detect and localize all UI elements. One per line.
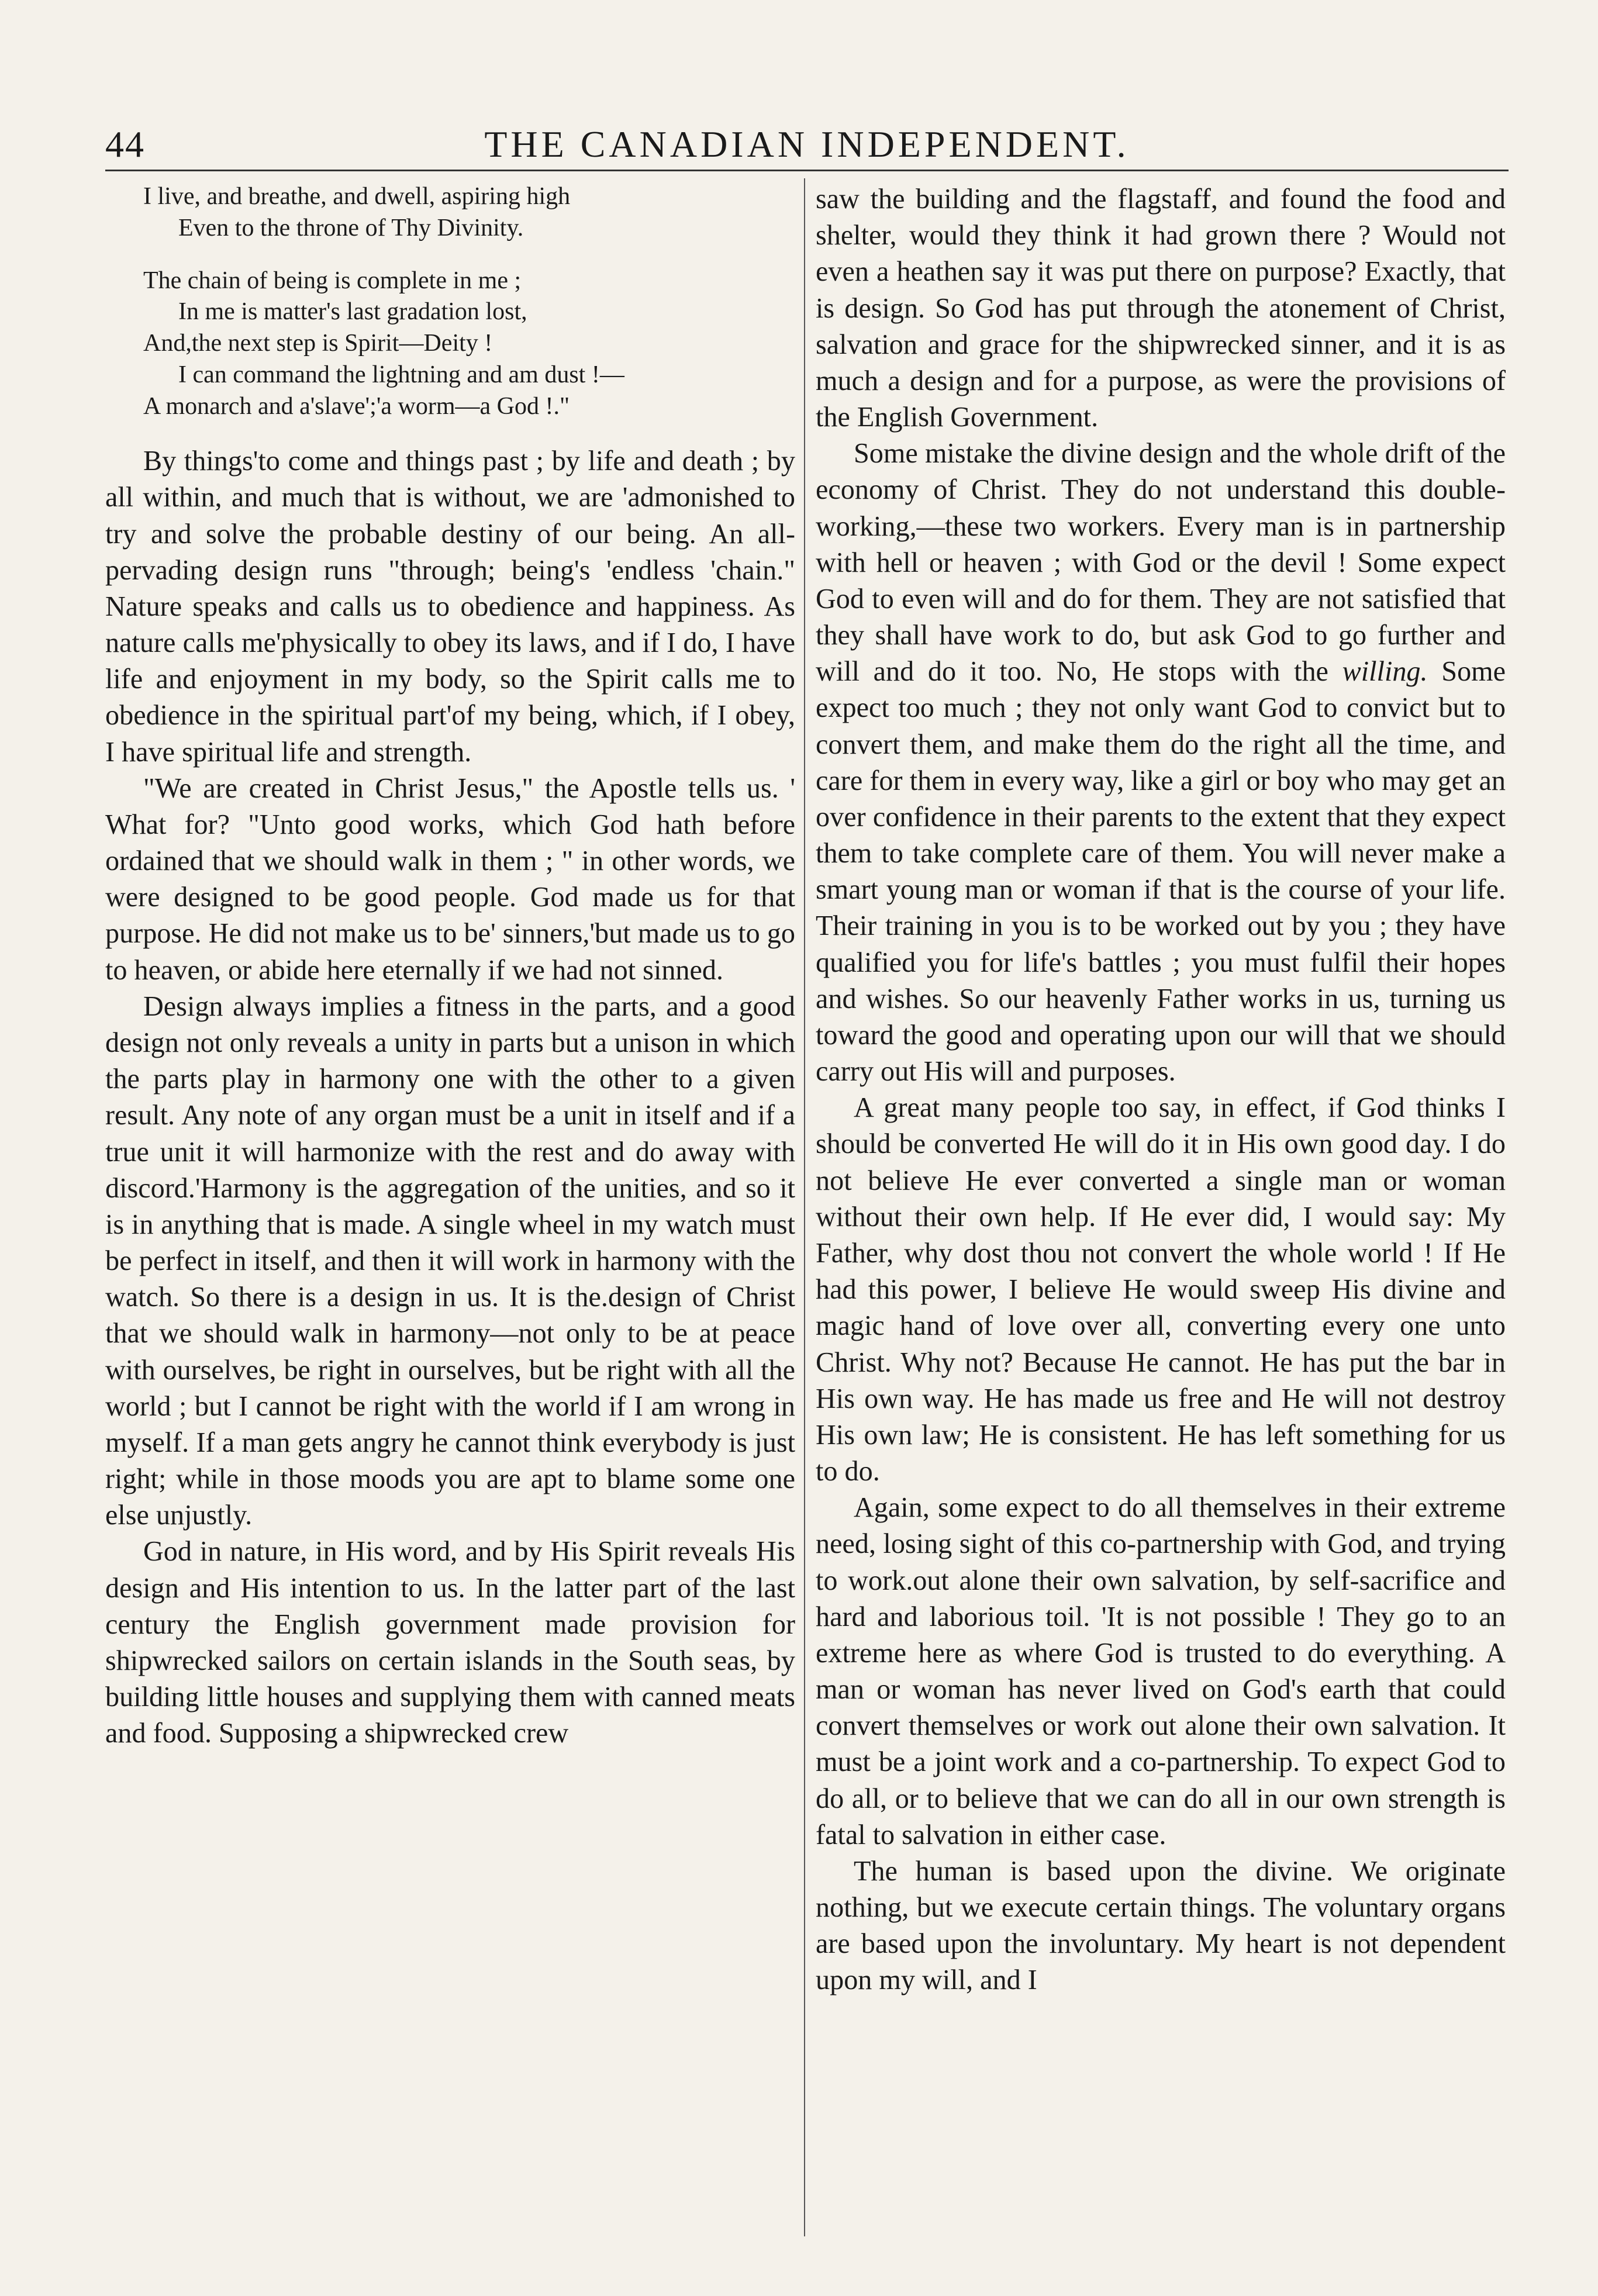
poem-line: The chain of being is complete in me ;	[143, 267, 522, 294]
running-title: THE CANADIAN INDEPENDENT.	[484, 123, 1130, 165]
page-number: 44	[105, 123, 145, 165]
poem-stanza-1	[143, 181, 795, 244]
poem-line: Even to the throne of Thy Divinity.	[178, 214, 524, 241]
paragraph	[816, 436, 1506, 1090]
paragraph: Design always implies a fitness in the parts, and a good design not only reveals a unity in parts but a unison in which the parts play in harmony one with the other to a given result. Any note of any organ must be a unit in itself and if a true unit it will harmonize with the rest and do away with discord.'Harmony is the aggregation of the unities, and so it is in anything that is made. A single wheel in my watch must be perfect in itself, and then it will work in harmony with the watch. So there is a design in us. It is the.design of Christ that we should walk in harmony—not only to be at peace with ourselves, be right in ourselves, but be right with all the world ; but I cannot be right with the world if I am wrong in myself. If a man gets angry he cannot think everybody is just right; while in those moods you are apt to blame some one else unjustly.	[105, 990, 795, 1531]
poem-stanza-2	[143, 265, 795, 423]
emphasized-word: willing.	[1342, 656, 1428, 688]
left-column	[105, 181, 795, 1752]
poem-line: And,the next step is Spirit—Deity !	[143, 330, 493, 357]
paragraph: A great many people too say, in effect, if God thinks I should be converted He will do it in His own good day. I do not believe He ever converted a single man or woman without their own help. If He ever did, I would say: My Father, why dost thou not convert the whole world ! If He had this power, I believe He would sweep His divine and magic hand of love over all, converting every one unto Christ. Why not? Because He cannot. He has put the bar in His own way. He has made us free and He will not destroy His own law; He is consistent. He has left something for us to do.	[816, 1092, 1506, 1487]
poem-line: I live, and breathe, and dwell, aspiring high	[143, 183, 571, 210]
paragraph: "We are created in Christ Jesus," the Apostle tells us. ' What for? "Unto good works, which God hath before ordained that we should walk in them ; " in other words, we were designed to be good people. God made us for that purpose. He did not make us to be' sinners,'but made us to go to heaven, or abide here eternally if we had not sinned.	[105, 772, 795, 986]
paragraph: Again, some expect to do all themselves in their extreme need, losing sight of this co-partnership with God, and trying to work.out alone their own salvation, by self-sacrifice and hard and laborious toil. 'It is not possible ! They go to an extreme here as where God is trusted to do everything. A man or woman has never lived on God's earth that could convert themselves or work out alone their own salvation. It must be a joint work and a co-partnership. To expect God to do all, or to believe that we can do all in our own strength is fatal to salvation in either case.	[816, 1492, 1506, 1850]
paragraph-text: Some mistake the divine design and the whole drift of the economy of Christ. They do not understand this double-working,—these two workers. Every man is in partnership with hell or heaven ; with God or the devil ! Some expect God to even will and do for them. They are not satisfied that they shall have work to do, but ask God to go further and will and do it too. No, He stops with the	[816, 438, 1506, 688]
page-header	[105, 117, 1509, 171]
right-column	[816, 181, 1506, 1999]
paragraph: The human is based upon the divine. We originate nothing, but we execute certain things. The voluntary organs are based upon the involuntary. My heart is not dependent upon my will, and I	[816, 1855, 1506, 1996]
poem-line: I can command the lightning and am dust !—	[178, 361, 624, 388]
poem-line: A monarch and a'slave';'a worm—a God !."	[143, 392, 570, 420]
paragraph: saw the building and the flagstaff, and found the food and shelter, would they think it had grown there ? Would not even a heathen say it was put there on purpose? Exactly, that is design. So God has put through the atonement of Christ, salvation and grace for the shipwrecked sinner, and it is as much a design and for a purpose, as were the provisions of the English Government.	[816, 184, 1506, 433]
poem-excerpt	[143, 181, 795, 422]
poem-line: In me is matter's last gradation lost,	[178, 298, 527, 326]
column-divider	[804, 178, 805, 2236]
paragraph: God in nature, in His word, and by His Spirit reveals His design and His intention to us. In the latter part of the last century the English government made provision for shipwrecked sailors on certain islands in the South seas, by building little houses and supplying them with canned meats and food. Supposing a shipwrecked crew	[105, 1536, 795, 1749]
paragraph-text: Some expect too much ; they not only want God to convict but to convert them, and make them do the right all the time, and care for them in every way, like a girl or boy who may get an over confidence in their parents to the extent that they expect them to take complete care of them. You will never make a smart young man or woman if that is the course of your life. Their training in you is to be worked out by you ; they have qualified you for life's battles ; you must fulfil their hopes and wishes. So our heavenly Father works in us, turning us toward the good and operating upon our will that we should carry out His will and purposes.	[816, 656, 1506, 1087]
paragraph: By things'to come and things past ; by life and death ; by all within, and much that is without, we are 'admonished to try and solve the probable destiny of our being. An all-pervading design runs "through; being's 'endless 'chain." Nature speaks and calls us to obedience and happiness. As nature calls me'physically to obey its laws, and if I do, I have life and enjoyment in my body, so the Spirit calls me to obedience in the spiritual part'of my being, which, if I obey, I have spiritual life and strength.	[105, 446, 795, 768]
